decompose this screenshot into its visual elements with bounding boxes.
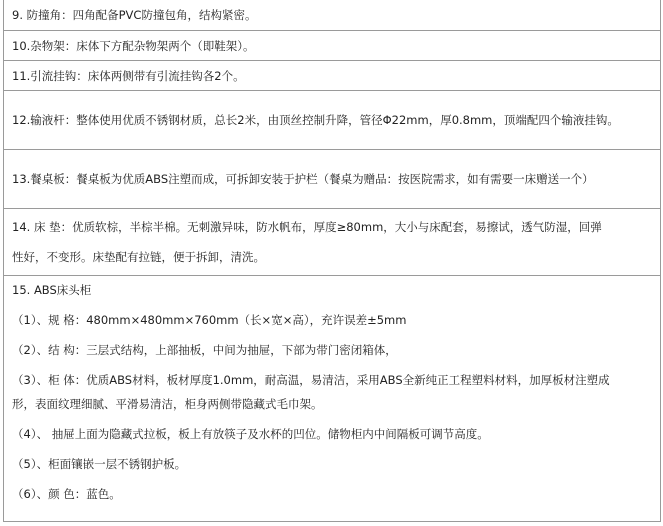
spec-row-10 [4,31,660,61]
spec-text-15-title: 15. ABS床头柜 [12,283,92,297]
spec-row-12 [4,91,660,150]
spec-text-14-line2: 性好，不变形。床垫配有拉链，便于拆卸，清洗。 [12,250,265,264]
spec-text-14-line1: 14. 床 垫：优质软棕，半棕半棉。无刺激异味，防水帆布，厚度≥80mm，大小与床配套，易擦试，透气防湿，回弹 [12,220,602,234]
spec-row-13 [4,150,660,209]
spec-row-9 [4,0,660,31]
spec-text-15-3b: 形，表面纹理细腻、平滑易清洁，柜身两侧带隐藏式毛巾架。 [12,397,323,411]
spec-text-15-4: （4）、 抽屉上面为隐藏式拉板，板上有放筷子及水杯的凹位。储物柜内中间隔板可调节高度。 [12,427,489,441]
spec-text-9: 9. 防撞角：四角配备PVC防撞包角，结构紧密。 [12,8,257,22]
spec-text-15-5: （5）、柜面镶嵌一层不锈钢护板。 [12,457,187,471]
spec-row-11 [4,61,660,91]
spec-text-15-6: （6）、颜 色：蓝色。 [12,487,121,501]
spec-text-13: 13.餐桌板：餐桌板为优质ABS注塑而成，可拆卸安装于护栏（餐桌为赠品：按医院需求，如有需要一床赠送一个） [12,172,594,186]
spec-text-12: 12.输液杆：整体使用优质不锈钢材质，总长2米，由顶丝控制升降，管径Φ22mm，厚0.8mm，顶端配四个输液挂钩。 [12,113,619,127]
spec-table [3,0,661,522]
spec-text-10: 10.杂物架：床体下方配杂物架两个（即鞋架）。 [12,39,255,53]
spec-text-15-3a: （3）、柜 体：优质ABS材料，板材厚度1.0mm，耐高温，易清洁，采用ABS全新纯正工程塑料材料，加厚板材注塑成 [12,373,610,387]
spec-row-14 [4,209,660,276]
spec-row-15 [4,276,660,522]
spec-text-15-1: （1）、规 格：480mm×480mm×760mm（长×宽×高），充许误差±5mm [12,313,407,327]
spec-text-11: 11.引流挂钩：床体两侧带有引流挂钩各2个。 [12,69,245,83]
spec-text-15-2: （2）、结 构：三层式结构，上部抽板，中间为抽屉，下部为带门密闭箱体， [12,343,397,357]
